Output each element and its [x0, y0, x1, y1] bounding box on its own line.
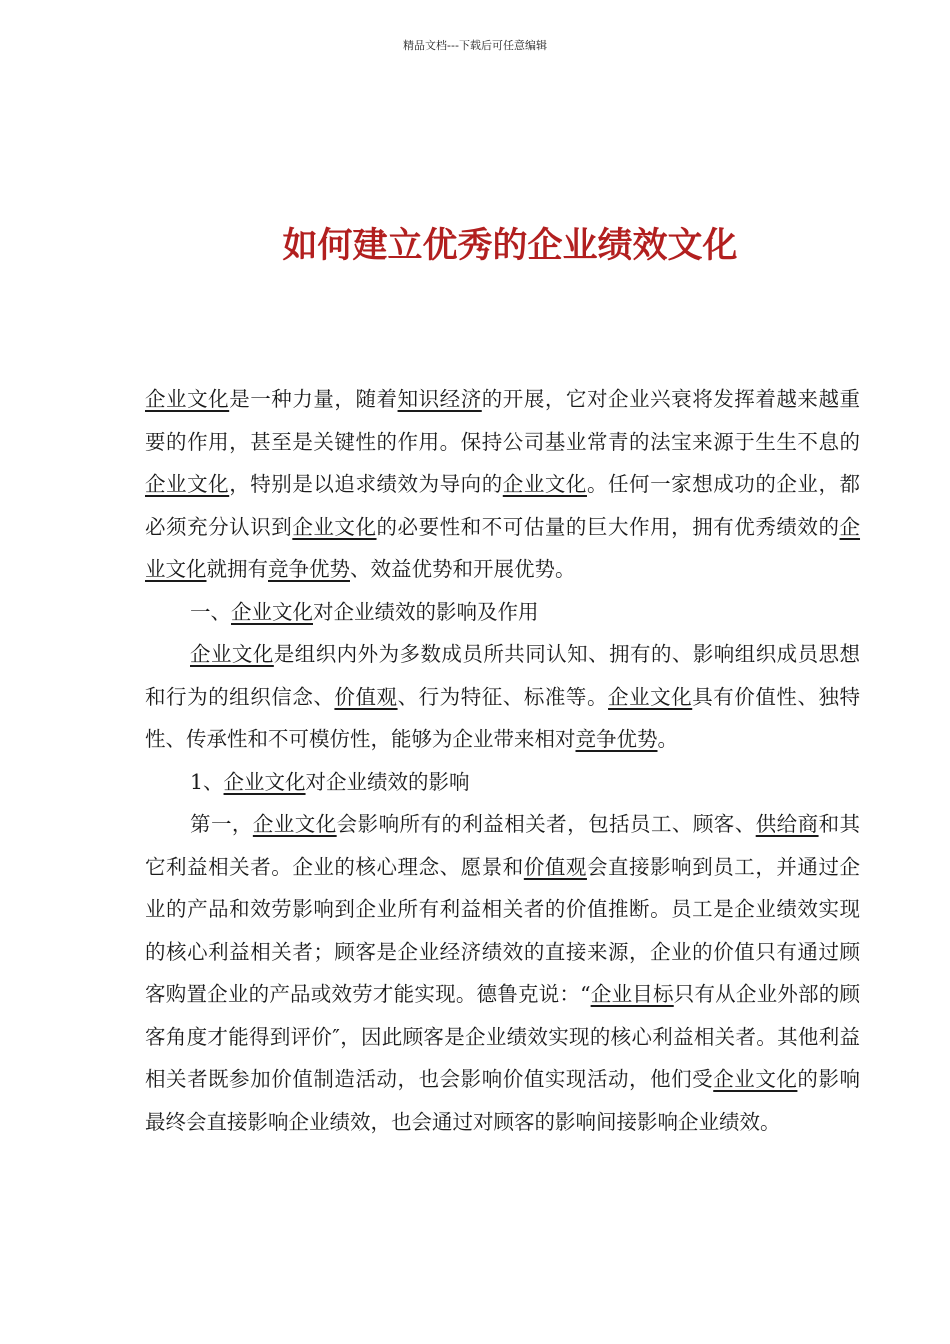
text-segment: 的影响最终会直接影响企业绩效，也会通过对顾客的影响间接影响企业绩效。	[145, 1067, 861, 1134]
text-segment: 对企业绩效的影响及作用	[313, 599, 539, 624]
text-segment: 、行为特征、标准等。	[397, 684, 609, 709]
text-segment: 是组织内外为多数成员所共同认知、拥有的、影响组织成员思想和行为的组织信念、	[145, 642, 861, 709]
hyperlink-term[interactable]: 企业文化	[292, 514, 377, 539]
hyperlink-term[interactable]: 企业文化	[223, 769, 306, 794]
text-segment: 。	[657, 727, 678, 751]
paragraph	[145, 378, 860, 591]
text-segment: 1、	[190, 769, 224, 794]
text-segment: 是一种力量，随着	[229, 387, 398, 411]
paragraph	[145, 591, 860, 634]
text-segment: 。任何一家想成功的企业，都必须充分认识到	[145, 472, 861, 539]
text-segment: 的必要性和不可估量的巨大作用，拥有优秀绩效的	[376, 514, 840, 539]
document-title: 如何建立优秀的企业绩效文化	[282, 225, 738, 266]
hyperlink-term[interactable]: 企业文化	[231, 599, 313, 624]
text-segment: ，特别是以追求绩效为导向的	[229, 472, 503, 496]
hyperlink-term[interactable]: 竞争优势	[268, 557, 350, 581]
text-segment: 和其它利益相关者。企业的核心理念、愿景和	[145, 812, 861, 879]
hyperlink-term[interactable]: 价值观	[334, 684, 398, 709]
hyperlink-term[interactable]: 企业文化	[145, 472, 230, 496]
hyperlink-term[interactable]: 企业文化	[713, 1067, 798, 1091]
hyperlink-term[interactable]: 企业文化	[145, 514, 861, 581]
text-segment: 就拥有	[206, 557, 268, 581]
text-segment: 一、	[190, 599, 231, 624]
paragraph	[145, 803, 860, 1143]
text-segment: 具有价值性、独特性、传承性和不可模仿性，能够为企业带来相对	[145, 684, 861, 751]
paragraph	[145, 761, 860, 804]
document-body	[145, 378, 860, 1143]
hyperlink-term[interactable]: 企业文化	[608, 684, 693, 709]
hyperlink-term[interactable]: 企业文化	[252, 812, 337, 836]
text-segment: 只有从企业外部的顾客角度才能得到评价″，因此顾客是企业绩效实现的核心利益相关者。其他利益相关者既参加价值制造活动，也会影响价值实现活动，他们受	[145, 982, 861, 1091]
page-header: 精品文档---下载后可任意编辑	[403, 39, 547, 52]
hyperlink-term[interactable]: 企业文化	[502, 472, 587, 496]
hyperlink-term[interactable]: 企业文化	[190, 642, 274, 666]
hyperlink-term[interactable]: 竞争优势	[575, 727, 658, 751]
text-segment: 对企业绩效的影响	[305, 769, 470, 794]
text-segment: 、效益优势和开展优势。	[350, 557, 576, 581]
hyperlink-term[interactable]: 企业文化	[145, 387, 230, 411]
hyperlink-term[interactable]: 企业目标	[590, 982, 674, 1006]
hyperlink-term[interactable]: 知识经济	[397, 387, 482, 411]
text-segment: 会直接影响到员工，并通过企业的产品和效劳影响到企业所有利益相关者的价值推断。员工是企业绩效实现的核心利益相关者；顾客是企业经济绩效的直接来源，企业的价值只有通过顾客购置企业的产品或效劳才能实现。德鲁克说：“	[145, 854, 861, 1006]
hyperlink-term[interactable]: 价值观	[523, 854, 587, 879]
hyperlink-term[interactable]: 供给商	[755, 812, 819, 836]
text-segment: 第一，	[190, 812, 253, 836]
paragraph	[145, 633, 860, 761]
text-segment: 会影响所有的利益相关者，包括员工、顾客、	[336, 812, 756, 836]
text-segment: 的开展，它对企业兴衰将发挥着越来越重要的作用，甚至是关键性的作用。保持公司基业常青的法宝来源于生生不息的	[145, 387, 861, 454]
